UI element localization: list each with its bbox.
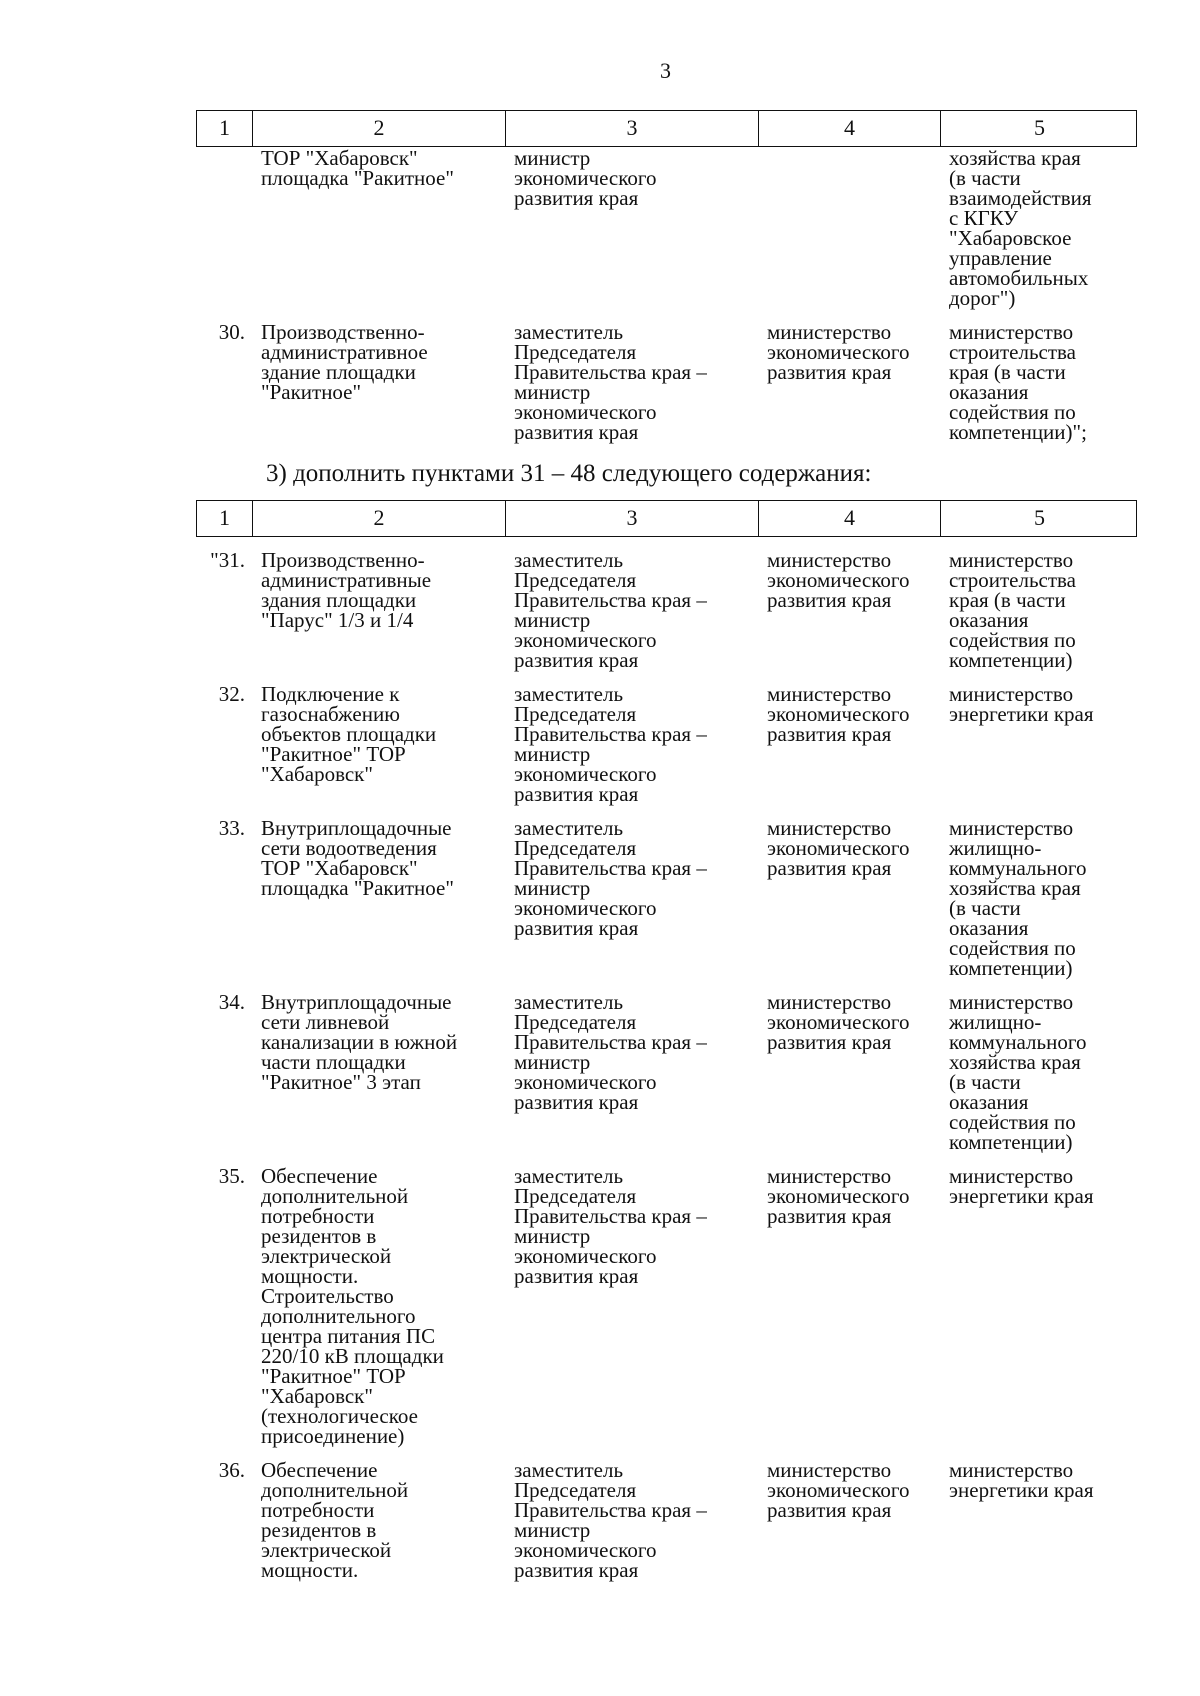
co-executor-cell: министерство энергетики края [949, 1458, 1094, 1502]
amendment-instruction: 3) дополнить пунктами 31 – 48 следующего содержания: [266, 460, 872, 487]
object-name-cell: Обеспечение дополнительной потребности резидентов в электрической мощности. [261, 1458, 409, 1582]
table2-header-col-2: 2 [252, 501, 505, 536]
object-name-cell: ТОР "Хабаровск" площадка "Ракитное" [261, 146, 454, 190]
co-executor-cell: хозяйства края (в части взаимодействия с КГКУ "Хабаровское управление автомобильных дорог") [949, 146, 1092, 310]
row-number: "31. [210, 548, 245, 572]
responsible-ministry-cell: министерство экономического развития края [767, 1458, 910, 1522]
co-executor-cell: министерство строительства края (в части оказания содействия по компетенции)"; [949, 320, 1087, 444]
table1-header-col-5: 5 [940, 111, 1138, 146]
table2-row [196, 1166, 1137, 1446]
responsible-official-cell: заместитель Председателя Правительства края – министр экономического развития края [514, 682, 707, 806]
table2-row [196, 818, 1137, 978]
table2-header-col-4: 4 [758, 501, 940, 536]
responsible-official-cell: заместитель Председателя Правительства края – министр экономического развития края [514, 320, 707, 444]
table1-header-col-4: 4 [758, 111, 940, 146]
page-number: 3 [660, 58, 671, 83]
responsible-ministry-cell: министерство экономического развития края [767, 1164, 910, 1228]
row-number: 30. [218, 320, 245, 344]
responsible-official-cell: заместитель Председателя Правительства края – министр экономического развития края [514, 1164, 707, 1288]
row-number [196, 148, 251, 308]
row-number: 36. [218, 1458, 245, 1482]
responsible-official-cell: министр экономического развития края [514, 146, 657, 210]
table2-row [196, 992, 1137, 1152]
row-number: 32. [218, 682, 245, 706]
table2-header [196, 500, 1137, 537]
table2-row [196, 1460, 1137, 1580]
table1-header-col-1: 1 [219, 115, 230, 140]
object-name-cell: Производственно- административное здание площадки "Ракитное" [261, 320, 428, 404]
row-number: 33. [218, 816, 245, 840]
object-name-cell: Обеспечение дополнительной потребности резидентов в электрической мощности. Строительство дополнительного центра питания ПС 220/10 кВ площадки "Ракитное" ТОР "Хабаровск" (технологическое присоединение) [261, 1164, 444, 1448]
responsible-official-cell: заместитель Председателя Правительства края – министр экономического развития края [514, 548, 707, 672]
table2-header-col-5: 5 [940, 501, 1138, 536]
responsible-official-cell: заместитель Председателя Правительства края – министр экономического развития края [514, 816, 707, 940]
co-executor-cell: министерство жилищно- коммунального хозяйства края (в части оказания содействия по компетенции) [949, 816, 1087, 980]
table1-row [196, 322, 1137, 442]
object-name-cell: Производственно- административные здания площадки "Парус" 1/3 и 1/4 [261, 548, 432, 632]
responsible-ministry-cell [757, 148, 939, 308]
table1-header-col-3: 3 [505, 111, 758, 146]
object-name-cell: Подключение к газоснабжению объектов площадки "Ракитное" ТОР "Хабаровск" [261, 682, 437, 786]
responsible-official-cell: заместитель Председателя Правительства края – министр экономического развития края [514, 1458, 707, 1582]
responsible-ministry-cell: министерство экономического развития края [767, 548, 910, 612]
table1-row [196, 148, 1137, 308]
table1-header-col-2: 2 [252, 111, 505, 146]
co-executor-cell: министерство энергетики края [949, 682, 1094, 726]
table2-row [196, 684, 1137, 804]
responsible-ministry-cell: министерство экономического развития края [767, 320, 910, 384]
row-number: 35. [218, 1164, 245, 1188]
responsible-official-cell: заместитель Председателя Правительства края – министр экономического развития края [514, 990, 707, 1114]
table1-header [196, 110, 1137, 147]
responsible-ministry-cell: министерство экономического развития края [767, 816, 910, 880]
row-number: 34. [218, 990, 245, 1014]
table2-header-col-1: 1 [219, 505, 230, 530]
object-name-cell: Внутриплощадочные сети ливневой канализации в южной части площадки "Ракитное" 3 этап [261, 990, 458, 1094]
co-executor-cell: министерство энергетики края [949, 1164, 1094, 1208]
co-executor-cell: министерство жилищно- коммунального хозяйства края (в части оказания содействия по компетенции) [949, 990, 1087, 1154]
table2-row [196, 550, 1137, 670]
responsible-ministry-cell: министерство экономического развития края [767, 990, 910, 1054]
table2-header-col-3: 3 [505, 501, 758, 536]
co-executor-cell: министерство строительства края (в части оказания содействия по компетенции) [949, 548, 1077, 672]
object-name-cell: Внутриплощадочные сети водоотведения ТОР "Хабаровск" площадка "Ракитное" [261, 816, 454, 900]
responsible-ministry-cell: министерство экономического развития края [767, 682, 910, 746]
